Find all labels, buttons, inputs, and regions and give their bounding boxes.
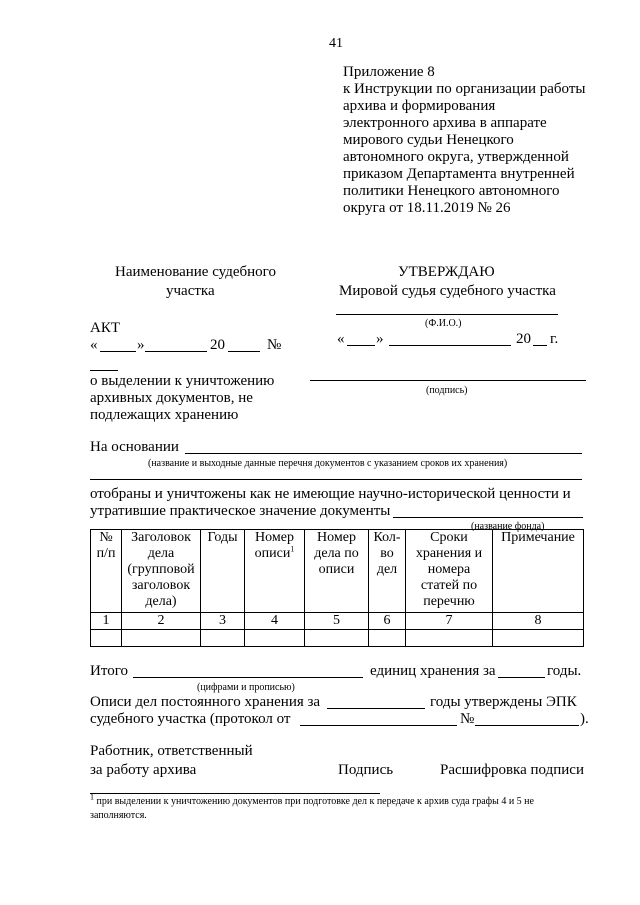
inventory-line1-suffix: годы утверждены ЭПК	[430, 694, 577, 710]
appendix-line: электронного архива в аппарате	[343, 115, 547, 131]
decryption-label: Расшифровка подписи	[440, 762, 584, 778]
act-number-sign: №	[267, 337, 282, 353]
signature-label: Подпись	[338, 762, 394, 778]
act-day-line	[100, 351, 136, 352]
fond-line	[393, 517, 583, 518]
table-row	[91, 630, 584, 647]
act-date-close: »	[137, 337, 145, 353]
act-year-prefix: 20	[210, 337, 225, 353]
inventory-years-line	[327, 708, 425, 709]
archive-table	[90, 529, 584, 647]
signature-caption: (подпись)	[426, 385, 468, 396]
appendix-line: мирового судьи Ненецкого	[343, 132, 514, 148]
total-label: Итого	[90, 663, 128, 679]
act-subject: архивных документов, не	[90, 390, 253, 406]
worker-label: Работник, ответственный	[90, 743, 253, 759]
col-header-case-number: Номер дела по описи	[305, 530, 369, 613]
appendix-line: политики Ненецкого автономного	[343, 183, 560, 199]
col-number: 1	[91, 613, 122, 630]
footnote-mark: 1	[90, 792, 94, 802]
footnote-mark: 1	[290, 544, 295, 554]
col-number: 5	[305, 613, 369, 630]
appendix-line: округа от 18.11.2019 № 26	[343, 200, 511, 216]
col-number: 7	[406, 613, 493, 630]
inventory-line2-end: ).	[580, 711, 589, 727]
act-subject: подлежащих хранению	[90, 407, 239, 423]
approval-year-prefix: 20	[516, 331, 531, 347]
act-year-line	[228, 351, 260, 352]
approval-date-open: «	[337, 331, 345, 347]
basis-caption: (название и выходные данные перечня документов с указанием сроков их хранения)	[148, 458, 508, 469]
fio-line	[336, 314, 558, 315]
act-title: АКТ	[90, 320, 120, 336]
inventory-line1-prefix: Описи дел постоянного хранения за	[90, 694, 321, 710]
approval-judge: Мировой судья судебного участка	[339, 283, 556, 299]
basis-line-2	[90, 479, 582, 480]
approval-year-line	[533, 345, 547, 346]
col-header-years: Годы	[201, 530, 245, 613]
act-month-line	[145, 351, 207, 352]
act-number-line	[90, 370, 118, 371]
act-date-open: «	[90, 337, 98, 353]
appendix-line: к Инструкции по организации работы	[343, 81, 586, 97]
approval-date-close: »	[376, 331, 384, 347]
page-number: 41	[329, 36, 343, 51]
appendix-line: автономного округа, утвержденной	[343, 149, 569, 165]
approval-day-line	[347, 345, 375, 346]
basis-text: утратившие практическое значение документы	[90, 503, 391, 519]
table-number-row	[91, 613, 584, 630]
col-number: 6	[369, 613, 406, 630]
protocol-number-line	[475, 725, 579, 726]
col-number: 2	[122, 613, 201, 630]
col-header-inventory: Номер описи$^1$	[245, 530, 305, 613]
footnote	[90, 792, 534, 807]
total-units-text: единиц хранения за	[370, 663, 496, 679]
inventory-number-sign: №	[460, 711, 475, 727]
protocol-date-line	[300, 725, 457, 726]
fond-caption: (название фонда)	[471, 521, 545, 532]
basis-label: На основании	[90, 439, 179, 455]
approval-month-line	[389, 345, 511, 346]
table-header-row	[91, 530, 584, 613]
col-header-number: № п/п	[91, 530, 122, 613]
appendix-line: Приложение 8	[343, 64, 435, 80]
court-name-label: участка	[166, 283, 215, 299]
act-subject: о выделении к уничтожению	[90, 373, 275, 389]
fio-caption: (Ф.И.О.)	[425, 318, 462, 329]
approval-year-suffix: г.	[550, 331, 559, 347]
footnote-separator	[90, 793, 380, 794]
col-number: 3	[201, 613, 245, 630]
footnote-text: при выделении к уничтожению документов при подготовке дел к передаче к архив суда графы 4 и 5 не	[96, 796, 534, 807]
total-caption: (цифрами и прописью)	[197, 682, 295, 693]
total-years-line	[498, 677, 545, 678]
court-name-label: Наименование судебного	[115, 264, 276, 280]
basis-line	[185, 453, 582, 454]
col-number: 8	[493, 613, 584, 630]
approval-signature-line	[310, 380, 586, 381]
col-number: 4	[245, 613, 305, 630]
col-header-title: Заголовок дела (групповой заголовок дела)	[122, 530, 201, 613]
appendix-line: приказом Департамента внутренней	[343, 166, 575, 182]
col-header-note: Примечание	[493, 530, 584, 613]
footnote-text: заполняются.	[90, 810, 147, 821]
basis-text: отобраны и уничтожены как не имеющие научно-исторической ценности и	[90, 486, 571, 502]
inventory-line2-prefix: судебного участка (протокол от	[90, 711, 291, 727]
col-header-count: Кол- во дел	[369, 530, 406, 613]
col-header-terms: Сроки хранения и номера статей по перечню	[406, 530, 493, 613]
appendix-line: архива и формирования	[343, 98, 496, 114]
worker-label: за работу архива	[90, 762, 197, 778]
total-years-word: годы.	[547, 663, 582, 679]
total-line	[133, 677, 363, 678]
approval-title: УТВЕРЖДАЮ	[398, 264, 495, 280]
